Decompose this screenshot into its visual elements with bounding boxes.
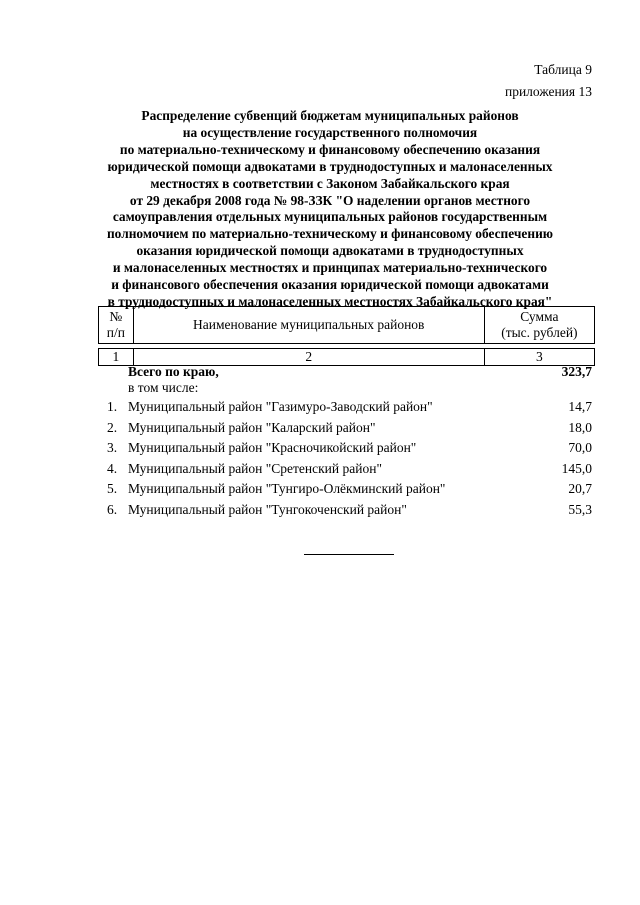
table-row: [0, 438, 640, 459]
header-sum-label: Сумма: [520, 309, 559, 324]
row-district-name: Муниципальный район "Тунгиро-Олёкминский район": [128, 481, 446, 496]
row-number: 5.: [107, 481, 118, 496]
title-line: и финансового обеспечения оказания юридической помощи адвокатами: [111, 277, 549, 293]
title-line: от 29 декабря 2008 года № 98-ЗЗК "О наделении органов местного: [129, 192, 531, 208]
title-line: в труднодоступных и малонаселенных местностях Забайкальского края": [107, 293, 553, 309]
column-index-3: 3: [484, 349, 594, 366]
row-sum: 145,0: [561, 460, 592, 476]
including-label: в том числе:: [128, 380, 199, 395]
title-line: по материально-техническому и финансовому обеспечению оказания: [119, 141, 541, 157]
row-number: 2.: [107, 419, 118, 435]
row-district-name: Муниципальный район "Тунгокоченский район": [128, 501, 407, 517]
table-row: [0, 459, 640, 480]
title-line: на осуществление государственного полномочия: [182, 124, 478, 140]
closing-rule: [304, 554, 394, 555]
header-number-abbr: п/п: [106, 325, 125, 340]
title-line: полномочием по материально-техническому и финансовому обеспечению: [106, 226, 554, 242]
header-number-symbol: №: [109, 309, 123, 324]
header-number-cell: [99, 307, 134, 344]
title-line: Распределение субвенций бюджетам муниципальных районов: [141, 108, 519, 123]
table-row: [0, 418, 640, 439]
table-row: [0, 397, 640, 418]
district-list: [0, 397, 640, 520]
row-district-name: Муниципальный район "Газимуро-Заводский район": [128, 399, 433, 414]
document-title: [80, 108, 580, 311]
row-number: 1.: [107, 399, 118, 414]
total-label: Всего по краю,: [128, 364, 219, 379]
table-header: [98, 306, 595, 366]
row-district-name: Муниципальный район "Каларский район": [128, 419, 376, 435]
table-row: [0, 500, 640, 521]
table-number: Таблица 9: [534, 62, 592, 77]
total-value: 323,7: [561, 364, 592, 379]
header-sum-unit: (тыс. рублей): [501, 325, 578, 340]
title-line: местностях в соответствии с Законом Забайкальского края: [150, 175, 510, 191]
row-district-name: Муниципальный район "Красночикойский район": [128, 440, 417, 455]
row-sum: 14,7: [568, 399, 592, 414]
row-number: 4.: [107, 460, 118, 476]
row-sum: 18,0: [568, 419, 592, 435]
table-row: [0, 479, 640, 500]
row-number: 6.: [107, 501, 118, 517]
column-index-1: 1: [99, 349, 134, 366]
row-sum: 70,0: [568, 440, 592, 455]
header-sum-cell: [484, 307, 594, 344]
appendix-number: приложения 13: [504, 84, 592, 99]
row-sum: 20,7: [568, 481, 592, 496]
row-district-name: Муниципальный район "Сретенский район": [128, 460, 382, 476]
header-name-cell: Наименование муниципальных районов: [133, 307, 484, 344]
column-index-2: 2: [133, 349, 484, 366]
row-number: 3.: [107, 440, 118, 455]
title-line: самоуправления отдельных муниципальных районов государственным: [112, 209, 548, 225]
title-line: юридической помощи адвокатами в труднодоступных и малонаселенных: [107, 158, 553, 174]
title-line: и малонаселенных местностях и принципах материально-технического: [112, 260, 548, 276]
title-line: оказания юридической помощи адвокатами в труднодоступных: [136, 243, 524, 259]
row-sum: 55,3: [568, 501, 592, 517]
